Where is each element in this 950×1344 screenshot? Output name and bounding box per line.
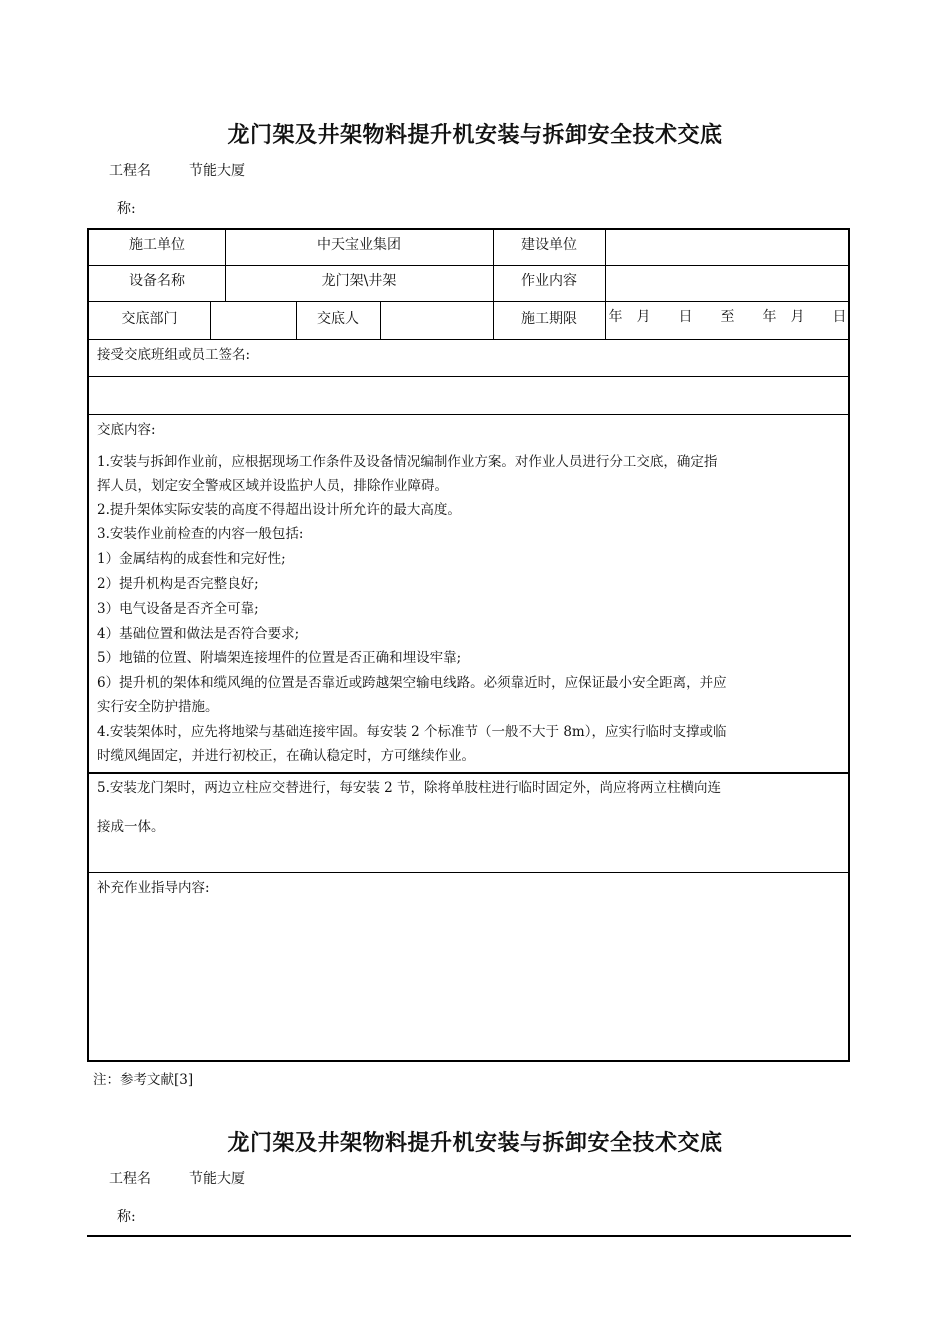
- construction-unit-value: 中天宝业集团: [317, 237, 401, 253]
- row-divider: [89, 376, 848, 377]
- row-divider: [89, 872, 848, 873]
- project-name-label-cont-2: 称:: [117, 1209, 136, 1225]
- content-line: 4.安装架体时，应先将地梁与基础连接牢固。每安装 2 个标准节（一般不大于 8m），应实行临时支撑或临: [97, 724, 727, 740]
- project-name-label: 工程名: [109, 163, 151, 179]
- construction-period-label: 施工期限: [521, 311, 577, 327]
- signature-label: 接受交底班组或员工签名:: [97, 347, 251, 363]
- content-line: 5）地锚的位置、附墙架连接埋件的位置是否正确和埋设牢靠;: [97, 650, 462, 666]
- col-divider: [210, 301, 211, 339]
- section-divider: [89, 772, 848, 774]
- content-line: 1.安装与拆卸作业前，应根据现场工作条件及设备情况编制作业方案。对作业人员进行分工交底，确定指: [97, 454, 718, 470]
- content-line: 2）提升机构是否完整良好;: [97, 576, 259, 592]
- supplement-label: 补充作业指导内容:: [97, 880, 210, 896]
- owner-unit-label: 建设单位: [521, 237, 577, 253]
- content-line: 时缆风绳固定，并进行初校正，在确认稳定时，方可继续作业。: [97, 748, 475, 764]
- content-line: 6）提升机的架体和缆风绳的位置是否靠近或跨越架空输电线路。必须靠近时，应保证最小安全距离，并应: [97, 675, 727, 691]
- equipment-name-label: 设备名称: [129, 273, 185, 289]
- row-divider: [89, 265, 848, 266]
- content-line: 1）金属结构的成套性和完好性;: [97, 551, 286, 567]
- col-divider: [380, 301, 381, 339]
- content-label: 交底内容:: [97, 422, 156, 438]
- content-item-5-line: 接成一体。: [97, 819, 165, 835]
- content-item-5-line: 5.安装龙门架时，两边立柱应交替进行，每安装 2 节，除将单肢柱进行临时固定外，尚应将两立柱横向连: [97, 780, 722, 796]
- work-content-label: 作业内容: [521, 273, 577, 289]
- equipment-name-value: 龙门架\井架: [321, 273, 397, 289]
- row-divider: [89, 339, 848, 340]
- document-title: 龙门架及井架物料提升机安装与拆卸安全技术交底: [227, 123, 723, 148]
- project-name-label-2: 工程名: [109, 1171, 151, 1187]
- project-name-value: 节能大厦: [189, 163, 245, 179]
- row-divider: [89, 301, 848, 302]
- handover-dept-label: 交底部门: [121, 311, 178, 327]
- table-top-border-2: [87, 1235, 851, 1237]
- project-name-label-cont: 称:: [117, 201, 136, 217]
- content-line: 挥人员，划定安全警戒区域并设监护人员，排除作业障碍。: [97, 478, 448, 494]
- document-title-2: 龙门架及井架物料提升机安装与拆卸安全技术交底: [227, 1131, 723, 1156]
- construction-period-value: 年 月 日 至 年 月 日: [608, 309, 847, 325]
- reference-note: 注：参考文献[3]: [93, 1072, 194, 1088]
- content-line: 2.提升架体实际安装的高度不得超出设计所允许的最大高度。: [97, 502, 461, 518]
- content-line: 4）基础位置和做法是否符合要求;: [97, 626, 300, 642]
- row-divider: [89, 414, 848, 415]
- content-line: 3.安装作业前检查的内容一般包括:: [97, 526, 304, 542]
- project-name-value-2: 节能大厦: [189, 1171, 245, 1187]
- construction-unit-label: 施工单位: [129, 237, 185, 253]
- content-line: 实行安全防护措施。: [97, 699, 219, 715]
- handover-person-label: 交底人: [317, 311, 359, 327]
- content-line: 3）电气设备是否齐全可靠;: [97, 601, 259, 617]
- handover-form-table: [87, 228, 850, 1062]
